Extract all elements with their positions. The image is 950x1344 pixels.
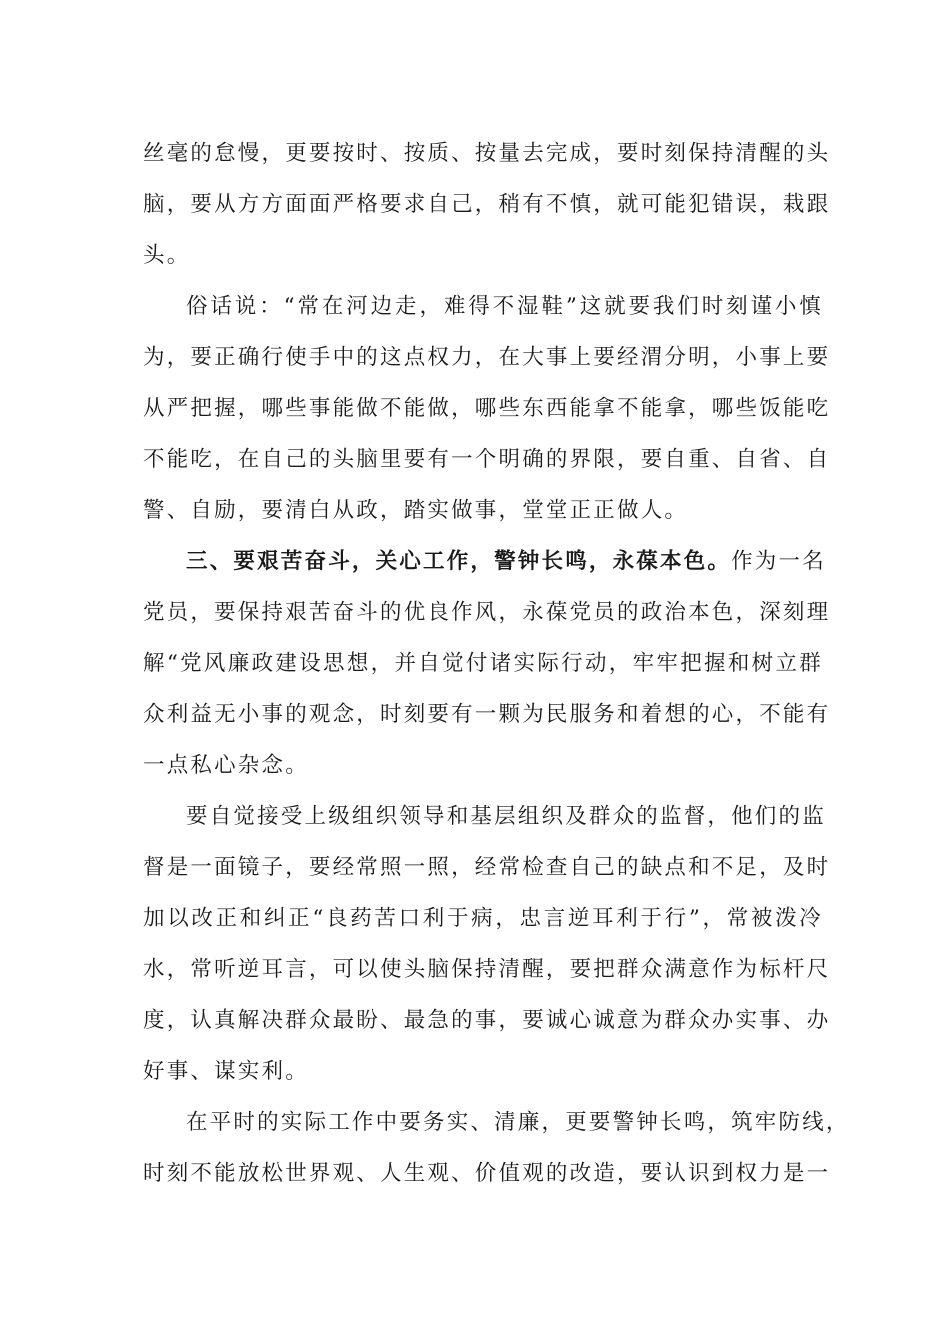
paragraph-5-line-1: 在平时的实际工作中要务实、清廉，更要警钟长鸣，筑牢防线，	[186, 1110, 850, 1135]
paragraph-3-line-1-rest: 作为一名	[731, 549, 826, 574]
paragraph-4-line-3: 加以改正和纠正“良药苦口利于病，忠言逆耳利于行”，常被泼冷	[143, 906, 823, 931]
paragraph-2-line-5: 警、自励，要清白从政，踏实做事，堂堂正正做人。	[143, 498, 689, 523]
paragraph-2	[143, 281, 831, 536]
paragraph-4-line-6: 好事、谋实利。	[143, 1059, 309, 1084]
paragraph-3-line-2: 党员，要保持艰苦奋斗的优良作风，永葆党员的政治本色，深刻理	[143, 600, 831, 625]
paragraph-4-line-1: 要自觉接受上级组织领导和基层组织及群众的监督，他们的监	[186, 804, 826, 829]
paragraph-3-line-3: 解“党风廉政建设思想，并自觉付诸实际行动，牢牢把握和树立群	[143, 651, 823, 676]
paragraph-2-line-1: 俗话说：“常在河边走，难得不湿鞋”这就要我们时刻谨小慎	[186, 294, 823, 319]
paragraph-3	[143, 536, 831, 791]
section-heading: 三、要艰苦奋斗，关心工作，警钟长鸣，永葆本色。	[186, 549, 732, 574]
paragraph-1-line-1: 丝毫的怠慢，更要按时、按质、按量去完成，要时刻保持清醒的头	[143, 141, 831, 166]
paragraph-1-line-3: 头。	[143, 243, 191, 268]
paragraph-4-line-4: 水，常听逆耳言，可以使头脑保持清醒，要把群众满意作为标杆尺	[143, 957, 831, 982]
paragraph-2-line-2: 为，要正确行使手中的这点权力，在大事上要经渭分明，小事上要	[143, 345, 831, 370]
paragraph-4-line-2: 督是一面镜子，要经常照一照，经常检查自己的缺点和不足，及时	[143, 855, 831, 880]
paragraph-3-line-4: 众利益无小事的观念，时刻要有一颗为民服务和着想的心，不能有	[143, 702, 831, 727]
paragraph-2-line-3: 从严把握，哪些事能做不能做，哪些东西能拿不能拿，哪些饭能吃	[143, 396, 831, 421]
paragraph-5-line-2: 时刻不能放松世界观、人生观、价值观的改造，要认识到权力是一	[143, 1161, 831, 1186]
paragraph-4-line-5: 度，认真解决群众最盼、最急的事，要诚心诚意为群众办实事、办	[143, 1008, 831, 1033]
body-text	[143, 128, 850, 1199]
paragraph-3-line-5: 一点私心杂念。	[143, 753, 309, 778]
paragraph-1-line-2: 脑，要从方方面面严格要求自己，稍有不慎，就可能犯错误，栽跟	[143, 192, 831, 217]
paragraph-5	[143, 1097, 850, 1199]
paragraph-3-line-1	[143, 536, 826, 587]
paragraph-4	[143, 791, 831, 1097]
paragraph-1	[143, 128, 831, 281]
paragraph-2-line-4: 不能吃，在自己的头脑里要有一个明确的界限，要自重、自省、自	[143, 447, 831, 472]
